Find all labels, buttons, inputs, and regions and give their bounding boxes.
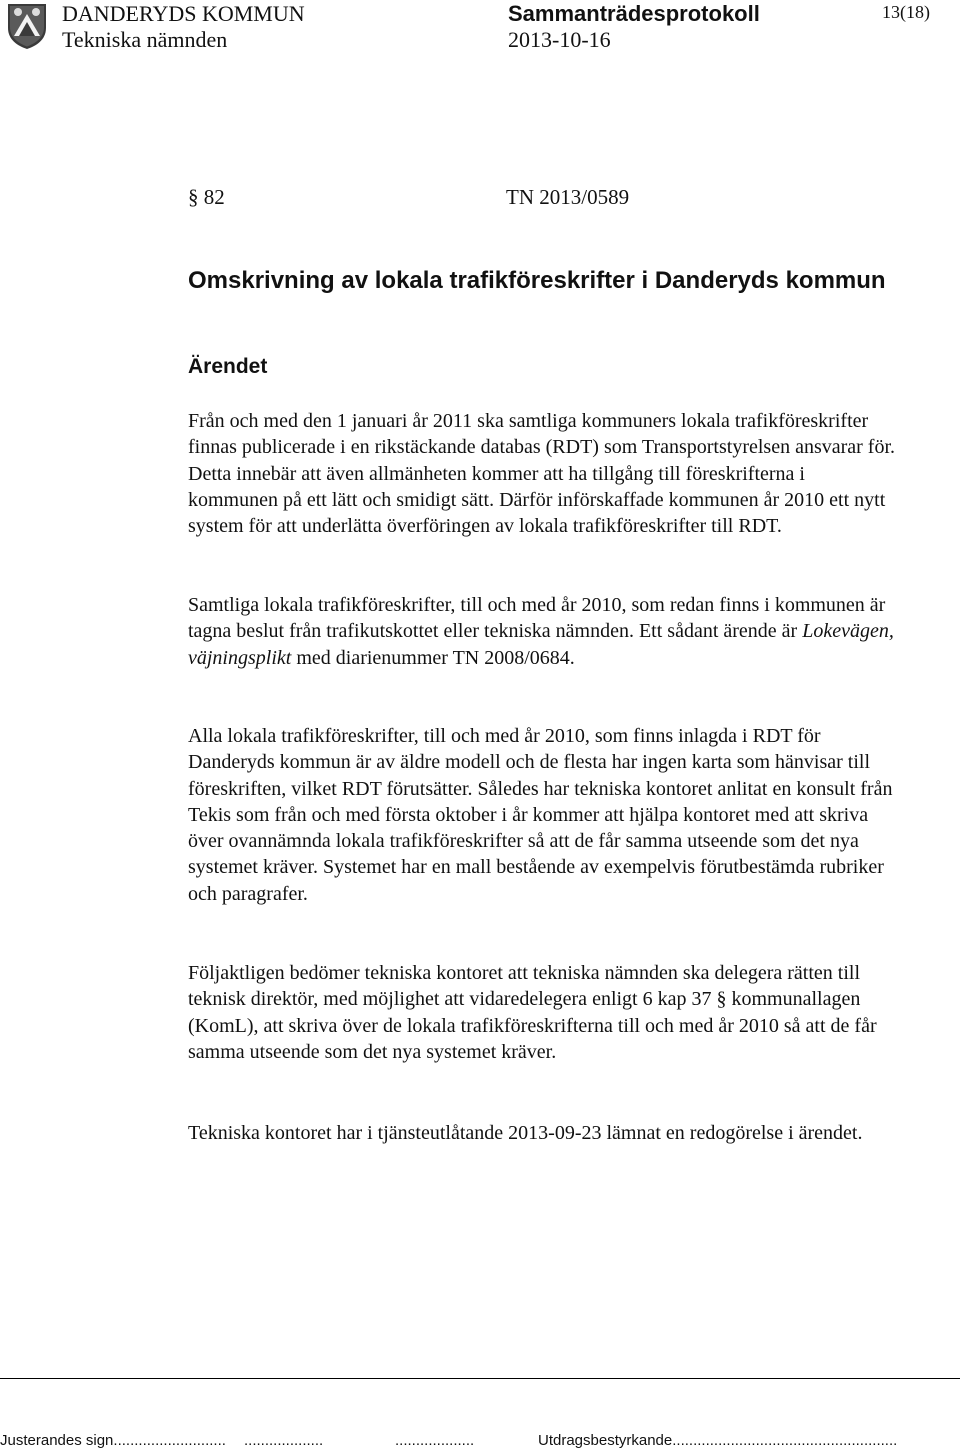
section-subheading: Ärendet	[188, 355, 268, 378]
paragraph-consultant: Alla lokala trafikföreskrifter, till och med år 2010, som finns inlagda i RDT för Danderyds kommun är av äldre modell och de flesta har ingen karta som hänvisar till föreskriften, vilket RDT förutsätter. Således har tekniska kontoret anlitat en konsult från Tekis som från och med första oktober i år kommer att hjälpa kontoret med att skriva över ovannämnda lokala trafikföreskrifter så att de får samma utseende som det nya systemet kräver. Systemet har en mall bestående av exempelvis förutbestämda rubriker och paragrafer.	[188, 725, 893, 905]
header-organization: DANDERYDS KOMMUN	[62, 1, 305, 26]
paragraph-background: Från och med den 1 januari år 2011 ska samtliga kommuners lokala trafikföreskrifter finnas publicerade i en rikstäckande databas (RDT) som Transportstyrelsen ansvarar för. Detta innebär att även allmänheten kommer att ha tillgång till föreskrifterna i kommunen på ett lätt och smidigt sätt. Därför införskaffade kommunen år 2010 ett nytt system för att underlätta överföringen av lokala trafikföreskrifter till RDT.	[188, 410, 896, 538]
header-page-number: 13(18)	[882, 2, 930, 22]
header-department: Tekniska nämnden	[62, 27, 228, 52]
municipality-coat-of-arms-logo	[6, 2, 48, 50]
header-document-type: Sammanträdesprotokoll	[508, 1, 760, 26]
paragraph-delegation: Följaktligen bedömer tekniska kontoret att tekniska nämnden ska delegera rätten till teknisk direktör, med möjlighet att vidaredelegera enligt 6 kap 37 § kommunallagen (KomL), att skriva över de lokala trafikföreskrifterna till och med år 2010 så att de får samma utseende som det nya systemet kräver.	[188, 962, 877, 1063]
case-number: TN 2013/0589	[506, 185, 630, 209]
paragraph-text: Samtliga lokala trafikföreskrifter, till och med år 2010, som redan finns i kommunen är tagna beslut från trafikutskottet eller tekniska nämnden. Ett sådant ärende är	[188, 594, 886, 643]
footer-extract-certification-field: Utdragsbestyrkande......................................................	[538, 1432, 898, 1449]
header-meeting-date: 2013-10-16	[508, 27, 611, 52]
section-number: § 82	[188, 185, 225, 209]
paragraph-text: med diarienummer TN 2008/0684.	[291, 646, 575, 669]
footer-sign-field: Justerandes sign...........................	[0, 1432, 226, 1449]
section-title: Omskrivning av lokala trafikföreskrifter i Danderyds kommun	[188, 267, 886, 294]
footer-sign-line-1: ...................	[244, 1432, 324, 1449]
footer-divider	[0, 1378, 960, 1379]
case-name-italic: Lokevägen, väjningsplikt	[188, 620, 894, 669]
paragraph-existing-decisions	[188, 592, 898, 671]
footer-sign-line-2: ...................	[395, 1432, 475, 1449]
paragraph-statement: Tekniska kontoret har i tjänsteutlåtande 2013-09-23 lämnat en redogörelse i ärendet.	[188, 1122, 863, 1144]
